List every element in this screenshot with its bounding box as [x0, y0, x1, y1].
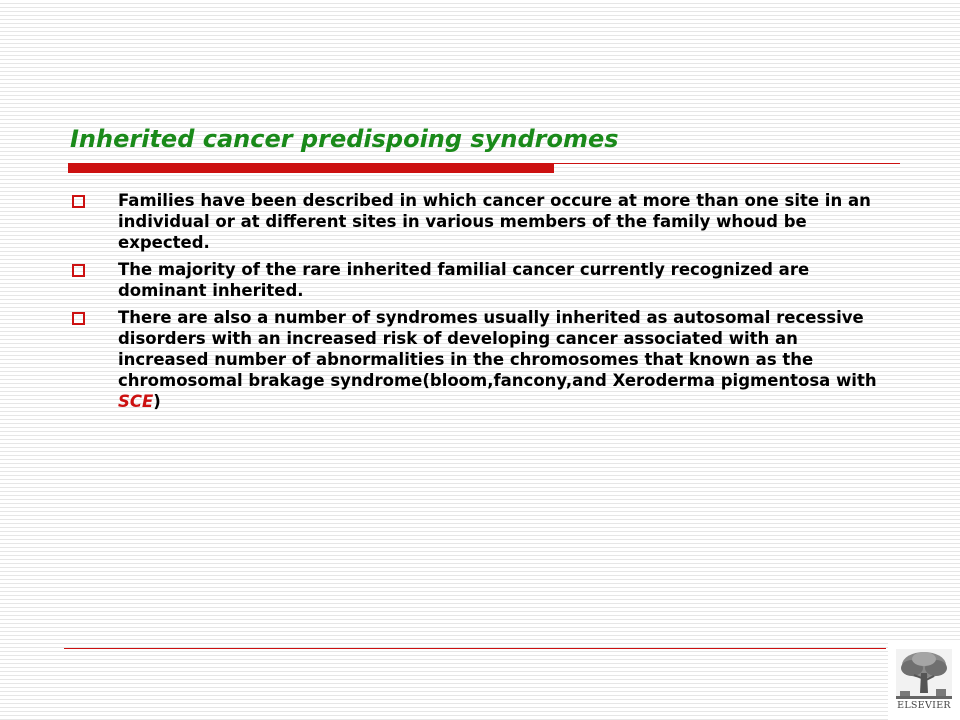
footer-divider: [64, 648, 886, 649]
bullet-text: Families have been described in which cancer occure at more than one site in an individual or at different sites in various members of the family whoud be expected.: [118, 191, 871, 252]
bullet-highlight-text: SCE: [118, 392, 154, 411]
bullet-text: There are also a number of syndromes usually inherited as autosomal recessive disorders with an increased risk of developing cancer associated with an increased number of abnormalities in the chromosomes that known as the chromosomal brakage syndrome(bloom,fancony,and Xeroderma pigmentosa with: [118, 308, 877, 390]
title-underline-thin: [554, 163, 900, 164]
hollow-square-bullet-icon: [72, 312, 85, 325]
bullet-text: The majority of the rare inherited familial cancer currently recognized are dominant inherited.: [118, 260, 810, 300]
slide-title: Inherited cancer predispoing syndromes: [70, 125, 619, 153]
hollow-square-bullet-icon: [72, 195, 85, 208]
bullet-item: [72, 259, 892, 301]
bullet-item: [72, 190, 892, 253]
tree-icon: [896, 649, 952, 699]
bullet-suffix-text: ): [153, 392, 161, 411]
hollow-square-bullet-icon: [72, 264, 85, 277]
bullet-list: [72, 190, 892, 418]
title-underline-thick: [68, 163, 554, 173]
logo-wordmark: ELSEVIER: [897, 700, 951, 711]
bullet-item: [72, 307, 892, 412]
elsevier-tree-logo: [888, 643, 960, 720]
